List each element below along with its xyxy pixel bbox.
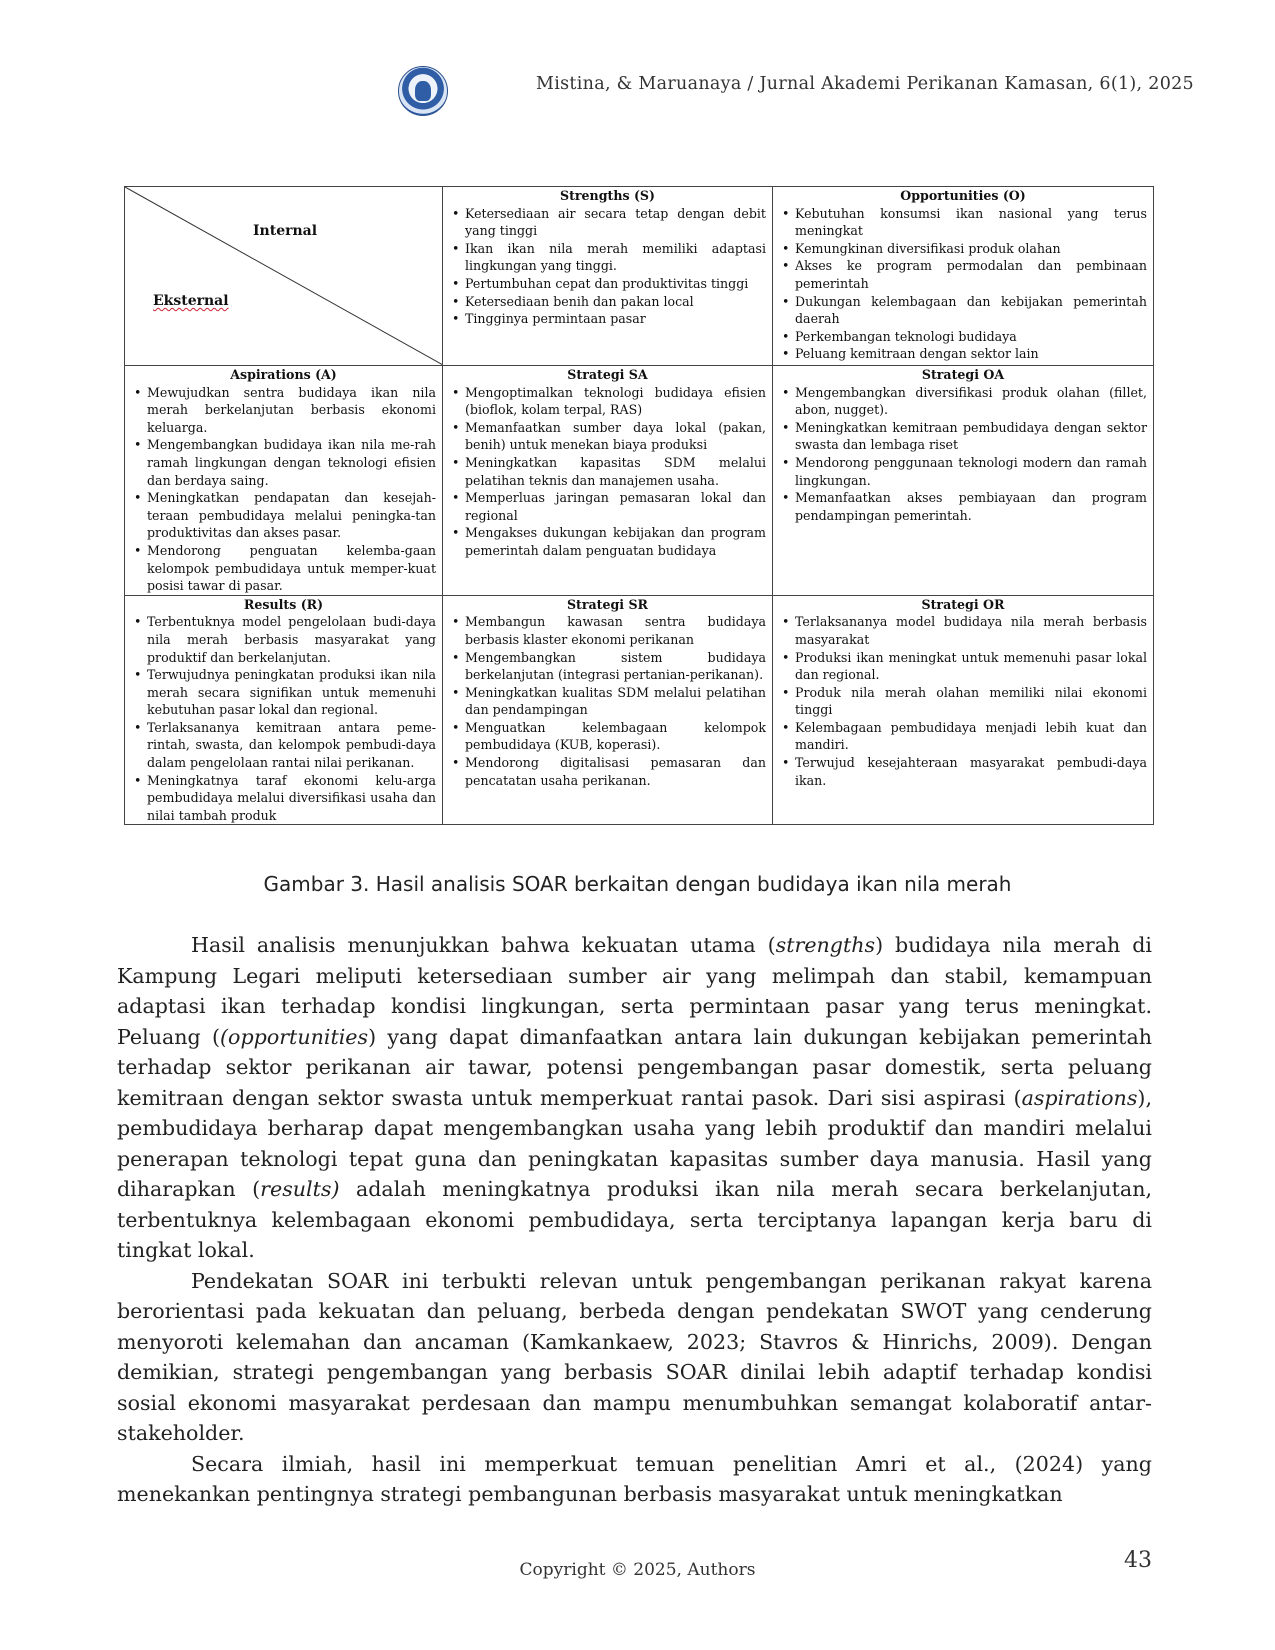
list-item: • Mengembangkan budidaya ikan nila me-rah ramah lingkungan dengan teknologi efisien dan berdaya saing.: [147, 436, 436, 489]
list-item: • Kemungkinan diversifikasi produk olahan: [795, 240, 1147, 258]
list-item: • Memperluas jaringan pemasaran lokal dan regional: [465, 489, 766, 524]
paragraph: [117, 930, 1152, 1266]
list-item: • Mengembangkan diversifikasi produk olahan (fillet, abon, nugget).: [795, 384, 1147, 419]
italic-term: strengths: [775, 933, 876, 957]
aspirations-list: [131, 384, 436, 595]
strengths-title: Strengths (S): [560, 188, 655, 203]
results-title: Results (R): [243, 596, 324, 612]
opportunities-list: [779, 205, 1147, 363]
list-item: • Mewujudkan sentra budidaya ikan nila merah berkelanjutan berbasis ekonomi keluarga.: [147, 384, 436, 437]
list-item: • Mendorong penguatan kelemba-gaan kelompok pembudidaya untuk memper-kuat posisi tawar di pasar.: [147, 542, 436, 595]
copyright-footer: Copyright © 2025, Authors: [519, 1560, 756, 1580]
list-item: • Mengakses dukungan kebijakan dan program pemerintah dalam penguatan budidaya: [465, 524, 766, 559]
opportunities-title: Opportunities (O): [900, 188, 1026, 203]
results-list: [131, 613, 436, 824]
table-row: [125, 187, 1154, 366]
strategi-sr-cell: [443, 595, 773, 825]
strategi-sr-list: [449, 613, 766, 789]
italic-term: aspirations: [1021, 1085, 1138, 1110]
figure-caption: Gambar 3. Hasil analisis SOAR berkaitan dengan budidaya ikan nila merah: [263, 872, 1012, 896]
paragraph-text: Hasil analisis menunjukkan bahwa kekuatan utama (: [191, 933, 776, 957]
list-item: • Meningkatnya taraf ekonomi kelu-arga pembudidaya melalui diversifikasi usaha dan nilai tambah produk: [147, 772, 436, 825]
list-item: • Mengembangkan sistem budidaya berkelanjutan (integrasi pertanian-perikanan).: [465, 649, 766, 684]
internal-external-diagonal-cell: [125, 187, 443, 366]
opportunities-cell: [773, 187, 1154, 366]
paragraph-text: ) yang dapat dimanfaatkan antara lain dukungan kebijakan pemerintah terhadap sektor perikanan air tawar, potensi pengembangan pasar domestik, serta peluang kemitraan dengan sektor swasta untuk memperkuat rantai pasok. Dari sisi aspirasi (: [117, 1024, 1153, 1110]
list-item: • Peluang kemitraan dengan sektor lain: [795, 345, 1147, 363]
list-item: • Mengoptimalkan teknologi budidaya efisien (bioflok, kolam terpal, RAS): [465, 384, 766, 419]
strengths-list: [449, 205, 766, 328]
eksternal-label: Eksternal: [153, 293, 229, 309]
body-text: [117, 930, 1152, 1510]
strategi-sa-cell: [443, 366, 773, 596]
list-item: • Ikan ikan nila merah memiliki adaptasi lingkungan yang tinggi.: [465, 240, 766, 275]
soar-matrix-table: [124, 186, 1154, 825]
results-cell: [125, 595, 443, 825]
aspirations-title: Aspirations (A): [230, 367, 337, 382]
list-item: • Terlaksananya kemitraan antara peme-rintah, swasta, dan kelompok pembudi-daya dalam pengelolaan rantai nilai perikanan.: [147, 719, 436, 772]
italic-term: results): [260, 1177, 340, 1201]
page-number: 43: [1124, 1548, 1152, 1573]
list-item: • Produk nila merah olahan memiliki nilai ekonomi tinggi: [795, 684, 1147, 719]
internal-label: Internal: [253, 223, 318, 239]
strategi-oa-list: [779, 384, 1147, 525]
paragraph-text: adalah meningkatnya produksi ikan nila merah secara berkelanjutan, terbentuknya kelembagaan ekonomi pembudidaya, serta terciptanya lapangan kerja baru di tingkat lokal.: [117, 1177, 1153, 1262]
list-item: • Membangun kawasan sentra budidaya berbasis klaster ekonomi perikanan: [465, 613, 766, 648]
list-item: • Perkembangan teknologi budidaya: [795, 328, 1147, 346]
list-item: • Meningkatkan pendapatan dan kesejah-teraan pembudidaya melalui peningka-tan produktivitas dan akses pasar.: [147, 489, 436, 542]
list-item: • Memanfaatkan akses pembiayaan dan program pendampingan pemerintah.: [795, 489, 1147, 524]
strengths-cell: [443, 187, 773, 366]
list-item: • Kebutuhan konsumsi ikan nasional yang terus meningkat: [795, 205, 1147, 240]
paragraph-text: ), pembudidaya berharap dapat mengembangkan usaha yang lebih produktif dan mandiri melalui penerapan teknologi tepat guna dan peningkatan kapasitas sumber daya manusia. Hasil yang diharapkan (: [117, 1085, 1152, 1201]
list-item: • Terbentuknya model pengelolaan budi-daya nila merah berbasis masyarakat yang produktif dan berkelanjutan.: [147, 613, 436, 666]
list-item: • Kelembagaan pembudidaya menjadi lebih kuat dan mandiri.: [795, 719, 1147, 754]
list-item: • Produksi ikan meningkat untuk memenuhi pasar lokal dan regional.: [795, 649, 1147, 684]
list-item: • Meningkatkan kemitraan pembudidaya dengan sektor swasta dan lembaga riset: [795, 419, 1147, 454]
diagonal-line: [125, 187, 443, 365]
strategi-sr-title: Strategi SR: [566, 596, 649, 612]
list-item: • Terwujudnya peningkatan produksi ikan nila merah secara signifikan untuk memenuhi kebutuhan pasar lokal dan regional.: [147, 666, 436, 719]
strategi-oa-title: Strategi OA: [921, 367, 1005, 382]
list-item: • Ketersediaan benih dan pakan local: [465, 293, 766, 311]
strategi-sa-title: Strategi SA: [567, 367, 648, 382]
list-item: • Memanfaatkan sumber daya lokal (pakan, benih) untuk menekan biaya produksi: [465, 419, 766, 454]
journal-logo-icon: [398, 66, 448, 116]
list-item: • Terlaksananya model budidaya nila merah berbasis masyarakat: [795, 613, 1147, 648]
strategi-sa-list: [449, 384, 766, 560]
list-item: • Ketersediaan air secara tetap dengan debit yang tinggi: [465, 205, 766, 240]
strategi-or-cell: [773, 595, 1154, 825]
italic-term: (opportunities: [220, 1024, 369, 1049]
strategi-oa-cell: [773, 366, 1154, 596]
journal-citation: Mistina, & Maruanaya / Jurnal Akademi Perikanan Kamasan, 6(1), 2025: [536, 74, 1194, 94]
list-item: • Tingginya permintaan pasar: [465, 310, 766, 328]
table-row: [125, 595, 1154, 825]
paragraph: Secara ilmiah, hasil ini memperkuat temuan penelitian Amri et al., (2024) yang menekankan pentingnya strategi pembangunan berbasis masyarakat untuk meningkatkan: [117, 1451, 1152, 1506]
aspirations-cell: [125, 366, 443, 596]
list-item: • Meningkatkan kualitas SDM melalui pelatihan dan pendampingan: [465, 684, 766, 719]
list-item: • Mendorong penggunaan teknologi modern dan ramah lingkungan.: [795, 454, 1147, 489]
list-item: • Mendorong digitalisasi pemasaran dan pencatatan usaha perikanan.: [465, 754, 766, 789]
list-item: • Akses ke program permodalan dan pembinaan pemerintah: [795, 257, 1147, 292]
list-item: • Terwujud kesejahteraan masyarakat pembudi-daya ikan.: [795, 754, 1147, 789]
page-header: [398, 62, 1194, 120]
paragraph: Pendekatan SOAR ini terbukti relevan untuk pengembangan perikanan rakyat karena berorientasi pada kekuatan dan peluang, berbeda dengan pendekatan SWOT yang cenderung menyoroti kelemahan dan ancaman (Kamkankaew, 2023; Stavros & Hinrichs, 2009). Dengan demikian, strategi pengembangan yang berbasis SOAR dinilai lebih adaptif terhadap kondisi sosial ekonomi masyarakat perdesaan dan mampu menumbuhkan semangat kolaboratif antar-stakeholder.: [117, 1268, 1152, 1445]
strategi-or-list: [779, 613, 1147, 789]
strategi-or-title: Strategi OR: [921, 596, 1005, 612]
paragraph-text: ) budidaya nila merah di Kampung Legari meliputi ketersediaan sumber air yang melimpah dan stabil, kemampuan adaptasi ikan terhadap kondisi lingkungan, serta permintaan pasar yang terus meningkat. Peluang (: [117, 933, 1152, 1049]
list-item: • Pertumbuhan cepat dan produktivitas tinggi: [465, 275, 766, 293]
list-item: • Menguatkan kelembagaan kelompok pembudidaya (KUB, koperasi).: [465, 719, 766, 754]
table-row: [125, 366, 1154, 596]
list-item: • Meningkatkan kapasitas SDM melalui pelatihan teknis dan manajemen usaha.: [465, 454, 766, 489]
list-item: • Dukungan kelembagaan dan kebijakan pemerintah daerah: [795, 293, 1147, 328]
